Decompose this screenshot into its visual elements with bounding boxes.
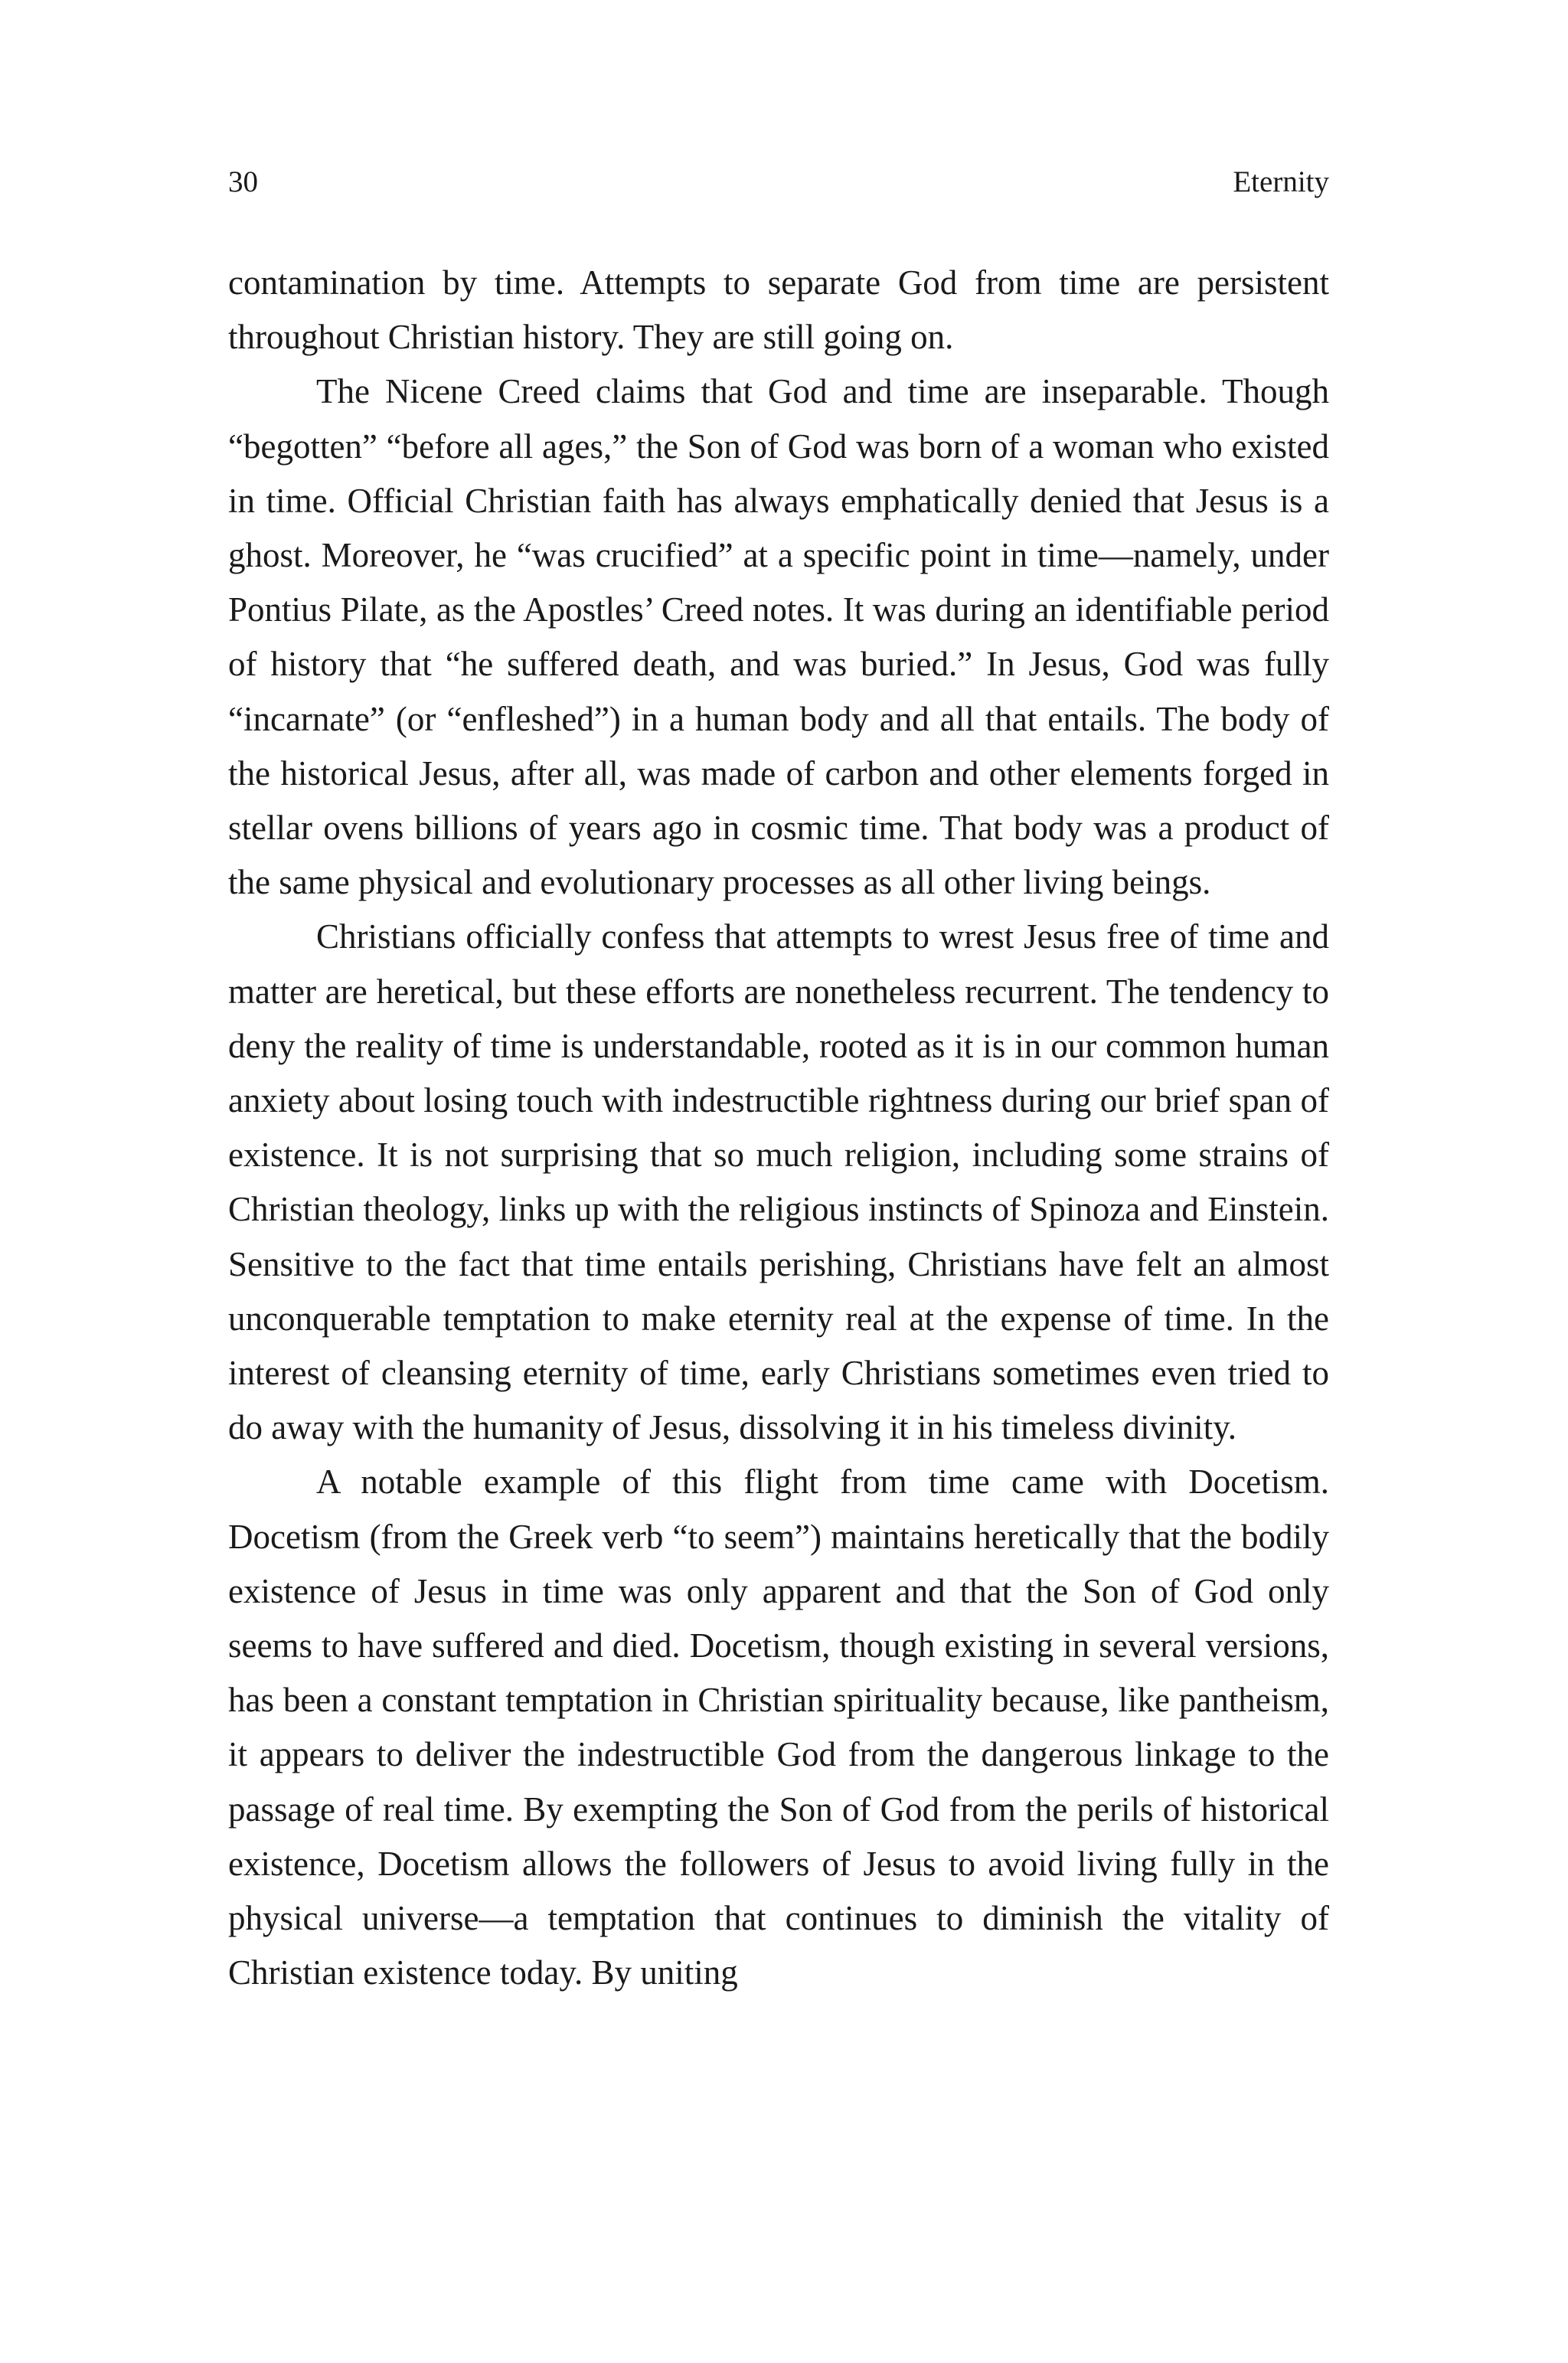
body-text bbox=[228, 256, 1329, 2001]
paragraph-heresy: Christians officially confess that attempts to wrest Jesus free of time and matter are heretical, but these efforts are nonetheless recurrent. The tendency to deny the reality of time is understandable, rooted as it is in our common human anxiety about losing touch with indestructible rightness during our brief span of existence. It is not surprising that so much religion, including some strains of Christian theology, links up with the religious instincts of Spinoza and Einstein. Sensitive to the fact that time entails perishing, Christians have felt an almost unconquerable temptation to make eternity real at the expense of time. In the interest of cleansing eternity of time, early Christians sometimes even tried to do away with the humanity of Jesus, dissolving it in his timeless divinity. bbox=[228, 917, 1329, 1447]
paragraph-continuation: contamination by time. Attempts to separate God from time are persistent throughout Christian history. They are still going on. bbox=[228, 263, 1329, 357]
paragraph-nicene-creed: The Nicene Creed claims that God and time are inseparable. Though “begotten” “before all ages,” the Son of God was born of a woman who existed in time. Official Christian faith has always emphatically denied that Jesus is a ghost. Moreover, he “was crucified” at a specific point in time—namely, under Pontius Pilate, as the Apostles’ Creed notes. It was during an identifiable period of history that “he suffered death, and was buried.” In Jesus, God was fully “incarnate” (or “enfleshed”) in a human body and all that entails. The body of the historical Jesus, after all, was made of carbon and other elements forged in stellar ovens billions of years ago in cosmic time. That body was a product of the same physical and evolutionary processes as all other living beings. bbox=[228, 372, 1329, 902]
page-number: 30 bbox=[228, 165, 258, 198]
paragraph-docetism: A notable example of this flight from time came with Docetism. Docetism (from the Greek verb “to seem”) maintains heretically that the bodily existence of Jesus in time was only apparent and that the Son of God only seems to have suffered and died. Docetism, though existing in several versions, has been a constant temptation in Christian spirituality because, like pantheism, it appears to deliver the indestructible God from the dangerous linkage to the passage of real time. By exempting the Son of God from the perils of historical existence, Docetism allows the followers of Jesus to avoid living fully in the physical universe—a temptation that continues to diminish the vitality of Christian existence today. By uniting bbox=[228, 1463, 1329, 1992]
running-head bbox=[228, 159, 1329, 205]
running-title: Eternity bbox=[1233, 165, 1329, 198]
